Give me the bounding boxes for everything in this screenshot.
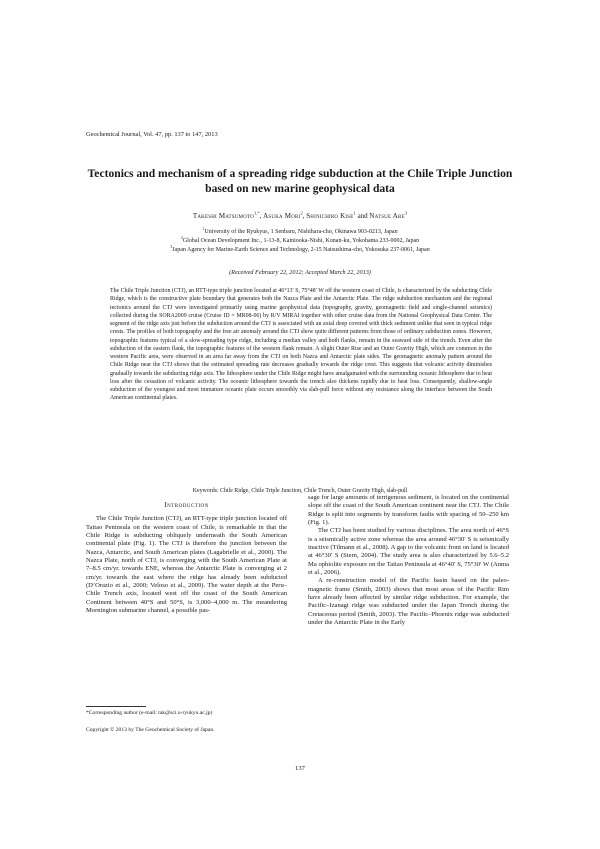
paper-title: Tectonics and mechanism of a spreading ridge subduction at the Chile Triple Junction based on new marine geophysical data <box>87 167 513 195</box>
body-paragraph: sage for large amounts of terrigenous sediment, is located on the continental slope off the coast of the South American continent near the CTJ. The Chile Ridge is split into segments by transform faults with spacing of 50–250 km (Fig. 1). <box>308 494 509 527</box>
affiliation: $^3$Japan Agency for Marine-Earth Science and Technology, 2-15 Natsushima-cho, Yokosuka 237-0061, Japan <box>170 245 430 254</box>
author-mark: 2 <box>300 210 303 216</box>
abstract: The Chile Triple Junction (CTJ), an RTT-type triple junction located at 46°13′ S, 75°48′ W off the western coast of Chile, is characterized by the subducting Chile Ridge, which is the constructive plate boundary that generates both the Nazca Plate and the Antarctic Plate. The ridge subduction mechanism and the regional tectonics around the CTJ were investigated primarily using marine geophysical data (topography, gravity, geomagnetic field and single-channel seismics) collected during the SORA2009 cruise (Cruise ID = MR08-06) by R/V MIRAI together with other cruise data from the National Geophysical Data Center. The segment of the ridge axis just before the subduction around the CTJ is associated with an axial deep covered with thick sediment unlike that seen in typical ridge crests. The profiles of both topography and the free air anomaly around the CTJ show quite different patterns from those of ordinary subduction zones. However, topographic features typical of a slow-spreading type ridge, including a median valley and both flanks, remain in the seaward side of the trench. Even after the subduction of the eastern flank, the topographic features of the western flank remain. A slight Outer Rise and an Outer Gravity High, which are common in the western Pacific area, were observed in an area far away from the CTJ on both Nazca and Antarctic plate sides. The geomagnetic anomaly pattern around the Chile Ridge near the CTJ shows that the estimated spreading rate decreases gradually towards the ridge crest. This suggests that volcanic activity diminishes gradually towards the subducting ridge axis. The lithosphere under the Chile Ridge might have amalgamated with the surrounding oceanic lithosphere due to heat loss after the cessation of volcanic activity. The oceanic lithosphere towards the trench also thickens rapidly due to heat loss. Consequently, shallow-angle subduction of the youngest and most immature oceanic plate occurs smoothly via slab-pull force without any resistance along the interface between the South American continental plates. <box>110 288 492 402</box>
author-name: Natsue Abe <box>369 212 405 220</box>
affiliation: $^2$Global Ocean Development Inc., 1-13-8, Kamiooka-Nishi, Konan-ku, Yokohama 233-0002, Japan <box>180 236 420 245</box>
corresponding-author-footnote: *Corresponding author (e-mail: tak@sci.u-ryukyu.ac.jp) <box>86 710 213 716</box>
left-column <box>86 501 287 615</box>
keywords: Keywords: Chile Ridge, Chile Triple Junction, Chile Trench, Outer Gravity High, slab-pull <box>192 488 408 494</box>
footnote-rule <box>86 706 146 707</box>
section-heading: Introduction <box>164 501 209 509</box>
author-name: Asuka Mori <box>263 212 301 220</box>
right-column <box>308 494 509 628</box>
author-name: Takeshi Matsumoto <box>192 212 254 220</box>
author-mark: 3 <box>404 210 408 216</box>
affiliation: $^1$University of the Ryukyus, 1 Senbaru, Nishihara-cho, Okinawa 903-0213, Japan <box>202 227 398 235</box>
author-list: Takeshi Matsumoto$^{1,*}$, Asuka Mori$^2$, Shinichiro Kise$^1$ and Natsue Abe$^3$ <box>192 210 408 220</box>
author-mark: 1,* <box>253 210 260 216</box>
copyright-notice: Copyright © 2013 by The Geochemical Society of Japan. <box>86 727 215 733</box>
page-number: 137 <box>295 765 305 772</box>
body-paragraph: A re-construction model of the Pacific basin based on the paleo-magnetic frame (Smith, 2003) shows that most areas of the Pacific Rim have already been affected by similar ridge subduction. For example, the Pacific–Izanagi ridge was subducted under the Japan Trench during the Cretaceous period (Smith, 2003). The Pacific–Phoenix ridge was subducted under the Antarctic Plate in the Early <box>308 577 509 627</box>
body-paragraph: The CTJ has been studied by various disciplines. The area north of 46°S is a seismically active zone whereas the area around 46°30′ S is seismically inactive (Tilmann et al., 2008). A gap to the volcanic front on land is located at 46°30′ S (Stern, 2004). The study area is also characterized by 5.6–5.2 Ma ophiolite exposure on the Taitao Peninsula at 46°40′ S, 75°30′ W (Anma et al., 2006). <box>308 527 509 577</box>
journal-reference: Geochemical Journal, Vol. 47, pp. 137 to 147, 2013 <box>86 131 218 138</box>
received-accepted-dates: (Received February 22, 2012; Accepted March 22, 2013) <box>229 269 371 276</box>
body-paragraph: The Chile Triple Junction (CTJ), an RTT-type triple junction located off Taitao Peninsula on the western coast of Chile, is remarkable in that the Chile Ridge is subducting obliquely underneath the South American continental plate (Fig. 1). The CTJ is therefore the junction between the Nazca, Antarctic, and South American plates (Lagabrielle et al., 2000). The Nazca Plate, north of CTJ, is converging with the South American Plate at 7–8.5 cm/yr. towards ENE, whereas the Antarctic Plate is converging at 2 cm/yr. towards the east where the ridge has already been subducted (D’Orazio et al., 2000; Veloso et al., 2009). The water depth at the Peru–Chile Trench axis, located west off the coast of the South American Continent between 40°S and 50°S, is 3,000–4,000 m. The meandering Mornington submarine channel, a possible pas- <box>86 515 287 615</box>
author-name: Shinichiro Kise <box>306 212 354 220</box>
affiliations <box>80 228 520 256</box>
author-mark: 1 <box>353 210 356 216</box>
